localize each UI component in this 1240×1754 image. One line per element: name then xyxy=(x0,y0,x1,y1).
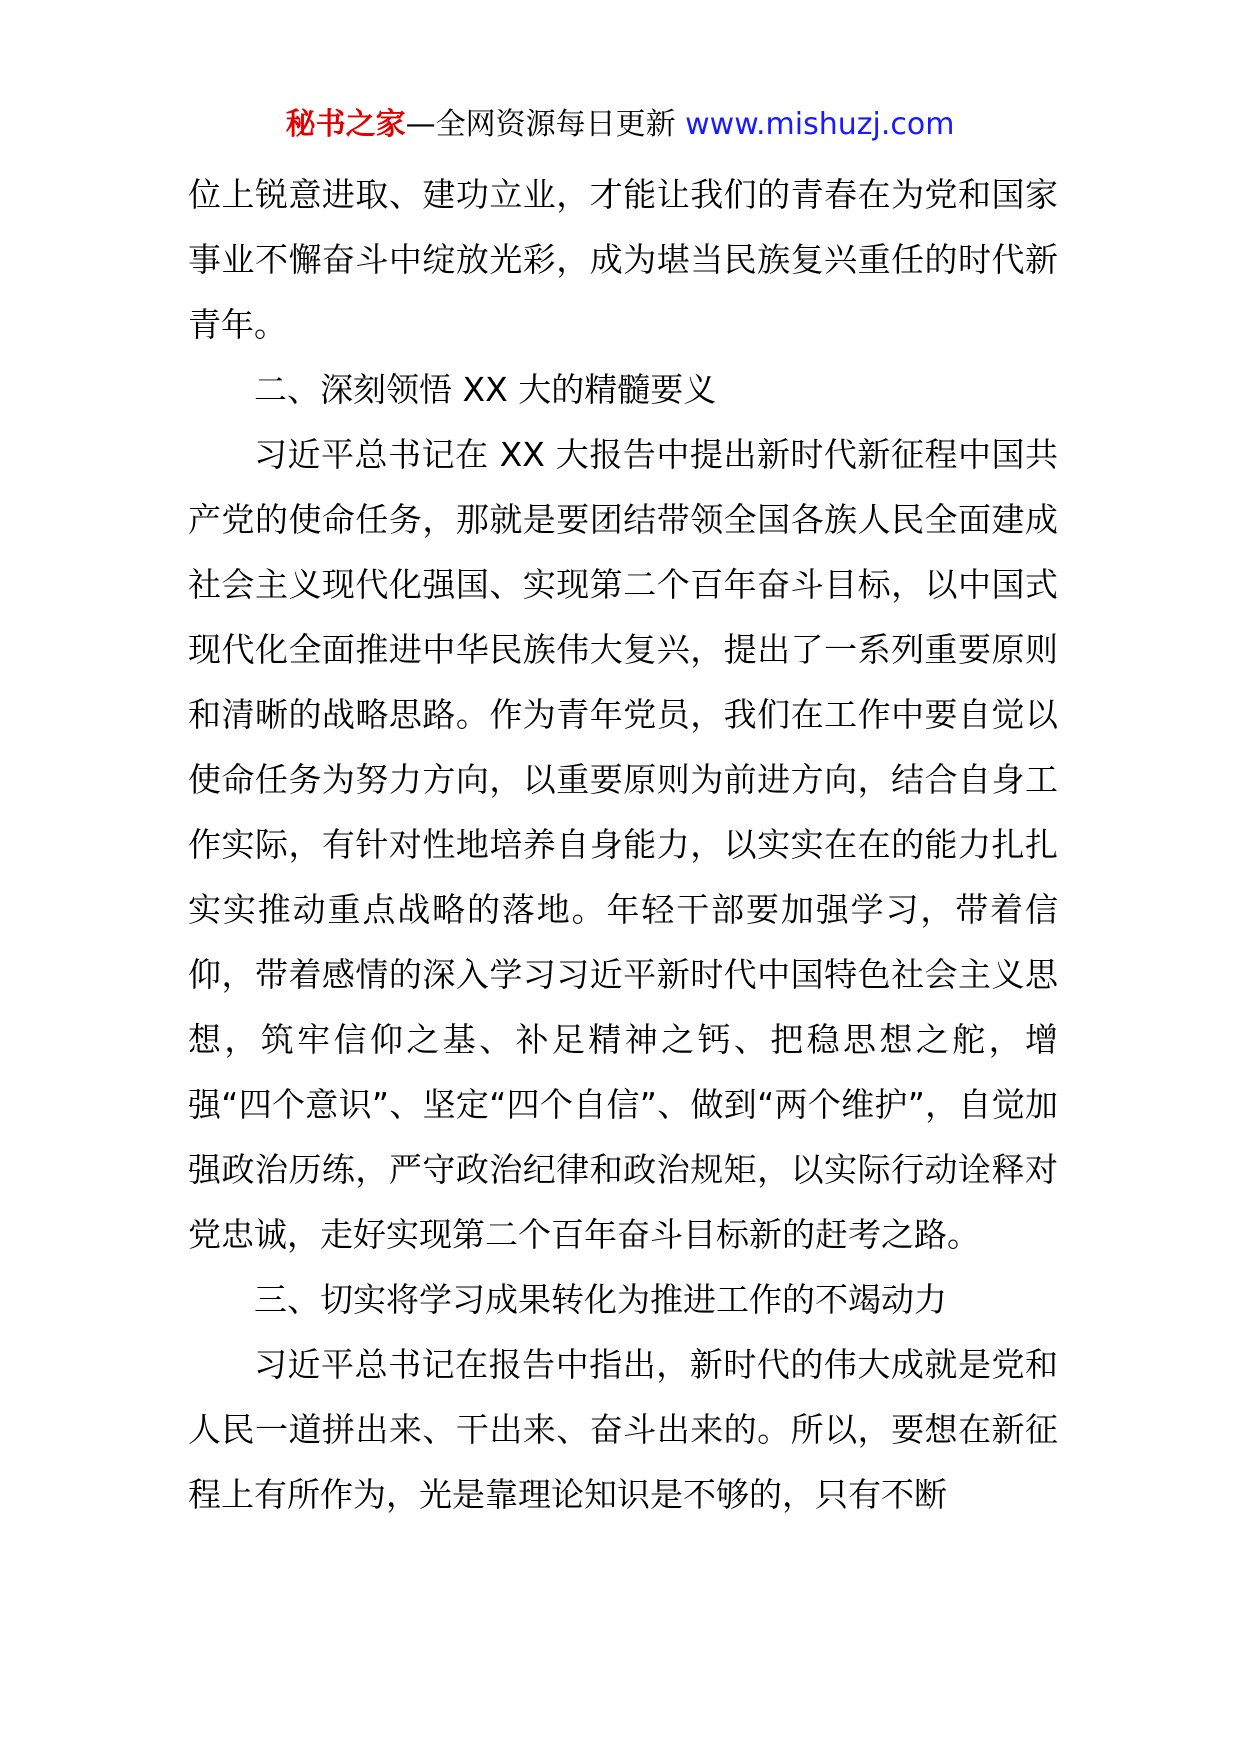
paragraph-continued: 位上锐意进取、建功立业，才能让我们的青春在为党和国家事业不懈奋斗中绽放光彩，成为堪当民族复兴重任的时代新青年。 xyxy=(188,175,1058,344)
website-url: www.mishuzj.com xyxy=(685,107,955,142)
paragraph: 习近平总书记在 XX 大报告中提出新时代新征程中国共产党的使命任务，那就是要团结带领全国各族人民全面建成社会主义现代化强国、实现第二个百年奋斗目标，以中国式现代化全面推进中华民族伟大复兴，提出了一系列重要原则和清晰的战略思路。作为青年党员，我们在工作中要自觉以使命任务为努力方向，以重要原则为前进方向，结合自身工作实际，有针对性地培养自身能力，以实实在在的能力扎扎实实推动重点战略的落地。年轻干部要加强学习，带着信仰，带着感情的深入学习习近平新时代中国特色社会主义思想，筑牢信仰之基、补足精神之钙、把稳思想之舵，增强“四个意识”、坚定“四个自信”、做到“两个维护”，自觉加强政治历练，严守政治纪律和政治规矩，以实际行动诠释对党忠诚，走好实现第二个百年奋斗目标新的赶考之路。 xyxy=(188,435,1058,1254)
paragraph: 习近平总书记在报告中指出，新时代的伟大成就是党和人民一道拼出来、干出来、奋斗出来的。所以，要想在新征程上有所作为，光是靠理论知识是不够的，只有不断 xyxy=(188,1345,1058,1514)
header-tagline: —全网资源每日更新 xyxy=(405,107,686,142)
section-heading-2: 二、深刻领悟 XX 大的精髓要义 xyxy=(254,370,717,409)
page-header xyxy=(0,100,1240,150)
document-body xyxy=(188,162,1058,1527)
section-heading-3: 三、切实将学习成果转化为推进工作的不竭动力 xyxy=(254,1280,947,1319)
brand-name: 秘书之家 xyxy=(285,107,406,142)
